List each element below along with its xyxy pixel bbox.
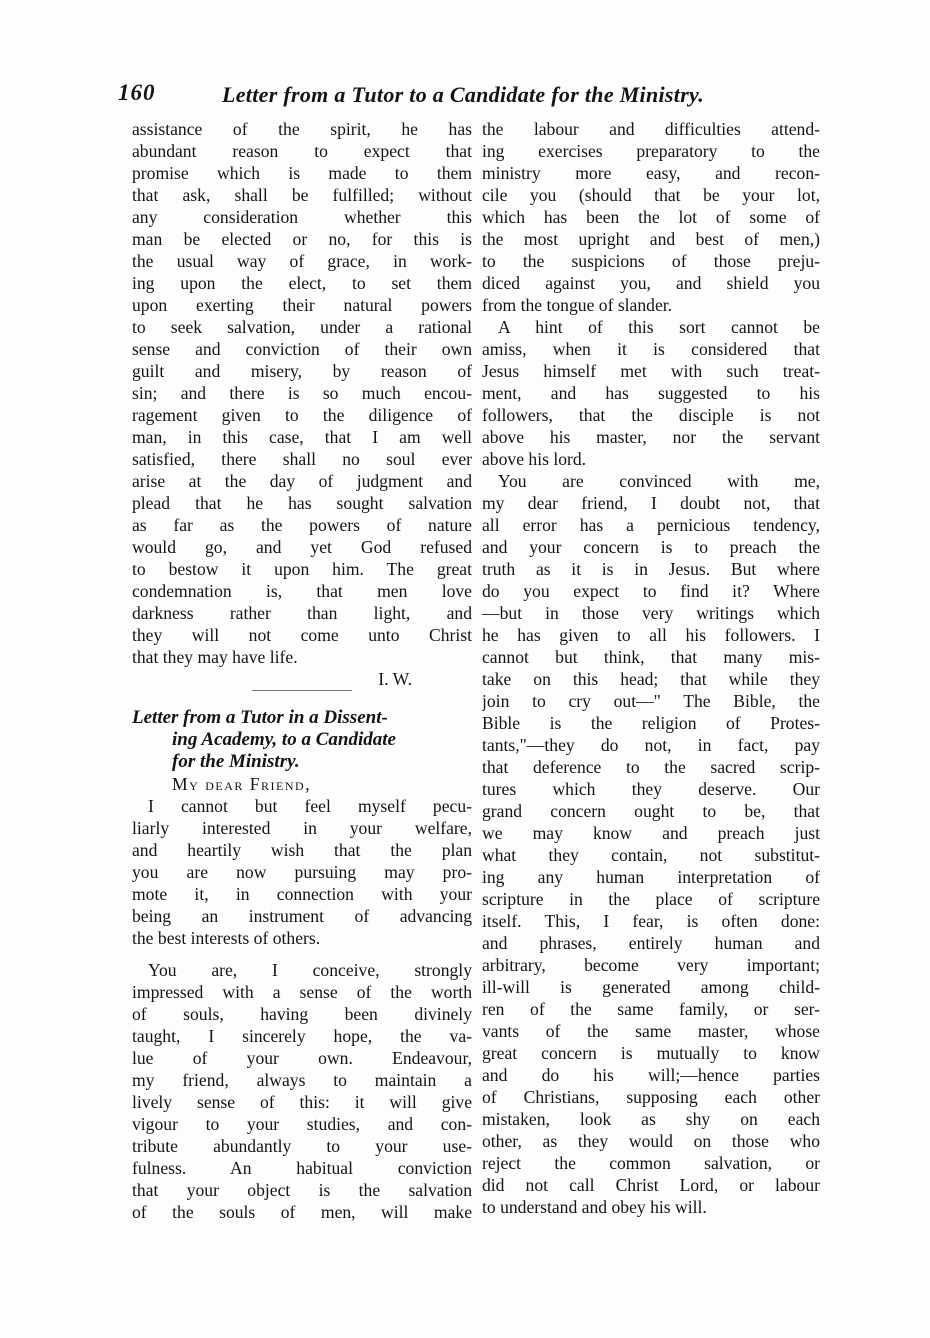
text-line: that ask, shall be fulfilled; without <box>132 185 472 205</box>
paragraph-continued <box>132 118 472 668</box>
text-line: above his lord. <box>482 449 587 469</box>
text-line: darkness rather than light, and <box>132 603 472 623</box>
text-line: satisfied, there shall no soul ever <box>132 449 472 469</box>
text-line: ministry more easy, and recon- <box>482 163 820 183</box>
text-line: You are, I conceive, strongly <box>148 960 472 980</box>
text-line: Bible is the religion of Protes- <box>482 713 820 733</box>
paragraph-continued <box>482 118 820 316</box>
text-line: assistance of the spirit, he has <box>132 119 472 139</box>
text-line: you are now pursuing may pro- <box>132 862 472 882</box>
text-line: condemnation is, that men love <box>132 581 472 601</box>
text-line: ren of the same family, or ser- <box>482 999 820 1019</box>
paragraph <box>482 316 820 470</box>
text-line: of souls, having been divinely <box>132 1004 472 1024</box>
text-line: sin; and there is so much encou- <box>132 383 472 403</box>
page-header <box>118 80 778 112</box>
text-line: upon exerting their natural powers <box>132 295 472 315</box>
text-line: impressed with a sense of the worth <box>132 982 472 1002</box>
text-line: to bestow it upon him. The great <box>132 559 472 579</box>
text-line: followers, that the disciple is not <box>482 405 820 425</box>
text-line: any consideration whether this <box>132 207 472 227</box>
text-line: of the souls of men, will make <box>132 1202 472 1222</box>
text-line: take on this head; that while they <box>482 669 820 689</box>
text-line: my friend, always to maintain a <box>132 1070 472 1090</box>
text-line: mistaken, look as shy on each <box>482 1109 820 1129</box>
salutation: My dear Friend, <box>172 774 312 794</box>
title-line: Letter from a Tutor in a Dissent- <box>132 707 388 728</box>
text-line: ing any human interpretation of <box>482 867 820 887</box>
text-line: grand concern ought to be, that <box>482 801 820 821</box>
text-line: liarly interested in your welfare, <box>132 818 472 838</box>
text-line: truth as it is in Jesus. But where <box>482 559 820 579</box>
text-line: and do his will;—hence parties <box>482 1065 820 1085</box>
text-line: amiss, when it is considered that <box>482 339 820 359</box>
text-line: man be elected or no, for this is <box>132 229 472 249</box>
text-line: tants,"—they do not, in fact, pay <box>482 735 820 755</box>
text-line: we may know and preach just <box>482 823 820 843</box>
text-line: vigour to your studies, and con- <box>132 1114 472 1134</box>
page-number: 160 <box>118 80 156 105</box>
text-line: I cannot but feel myself pecu- <box>148 796 472 816</box>
paragraph <box>482 470 820 1218</box>
text-line: and your concern is to preach the <box>482 537 820 557</box>
text-line: the most upright and best of men,) <box>482 229 820 249</box>
text-line: man, in this case, that I am well <box>132 427 472 447</box>
text-line: A hint of this sort cannot be <box>498 317 820 337</box>
text-line: join to cry out—" The Bible, the <box>482 691 820 711</box>
text-line: vants of the same master, whose <box>482 1021 820 1041</box>
text-line: and heartily wish that the plan <box>132 840 472 860</box>
text-line: taught, I sincerely hope, the va- <box>132 1026 472 1046</box>
text-line: being an instrument of advancing <box>132 906 472 926</box>
text-line: did not call Christ Lord, or labour <box>482 1175 820 1195</box>
text-line: great concern is mutually to know <box>482 1043 820 1063</box>
text-line: other, as they would on those who <box>482 1131 820 1151</box>
text-line: arbitrary, become very important; <box>482 955 820 975</box>
text-line: lively sense of this: it will give <box>132 1092 472 1112</box>
text-line: guilt and misery, by reason of <box>132 361 472 381</box>
text-line: abundant reason to expect that <box>132 141 472 161</box>
text-line: cannot but think, that many mis- <box>482 647 820 667</box>
text-line: the usual way of grace, in work- <box>132 251 472 271</box>
letter-title <box>132 707 472 773</box>
paragraph <box>132 795 472 949</box>
text-line: as far as the powers of nature <box>132 515 472 535</box>
text-line: scripture in the place of scripture <box>482 889 820 909</box>
signature: I. W. <box>378 669 412 689</box>
text-line: that your object is the salvation <box>132 1180 472 1200</box>
text-line: diced against you, and shield you <box>482 273 820 293</box>
text-line: mote it, in connection with your <box>132 884 472 904</box>
title-line: for the Ministry. <box>172 751 300 772</box>
text-line: You are convinced with me, <box>498 471 820 491</box>
paragraph <box>132 959 472 1223</box>
text-line: he has given to all his followers. I <box>482 625 820 645</box>
right-column <box>482 118 820 1218</box>
text-line: would go, and yet God refused <box>132 537 472 557</box>
text-line: to seek salvation, under a rational <box>132 317 472 337</box>
text-line: from the tongue of slander. <box>482 295 673 315</box>
text-line: they will not come unto Christ <box>132 625 472 645</box>
text-line: sense and conviction of their own <box>132 339 472 359</box>
text-line: itself. This, I fear, is often done: <box>482 911 820 931</box>
text-line: ragement given to the diligence of <box>132 405 472 425</box>
text-line: —but in those very writings which <box>482 603 820 623</box>
text-line: ing upon the elect, to set them <box>132 273 472 293</box>
text-line: above his master, nor the servant <box>482 427 820 447</box>
text-line: that deference to the sacred scrip- <box>482 757 820 777</box>
text-line: ment, and has suggested to his <box>482 383 820 403</box>
text-line: tribute abundantly to your use- <box>132 1136 472 1156</box>
text-line: plead that he has sought salvation <box>132 493 472 513</box>
text-line: Jesus himself met with such treat- <box>482 361 820 381</box>
text-line: which has been the lot of some of <box>482 207 820 227</box>
text-line: lue of your own. Endeavour, <box>132 1048 472 1068</box>
text-line: reject the common salvation, or <box>482 1153 820 1173</box>
section-divider <box>252 690 352 703</box>
text-line: and phrases, entirely human and <box>482 933 820 953</box>
text-line: all error has a pernicious tendency, <box>482 515 820 535</box>
text-line: that they may have life. <box>132 647 298 667</box>
left-column <box>132 118 472 1223</box>
text-line: ing exercises preparatory to the <box>482 141 820 161</box>
title-line: ing Academy, to a Candidate <box>172 729 396 750</box>
text-line: promise which is made to them <box>132 163 472 183</box>
text-line: my dear friend, I doubt not, that <box>482 493 820 513</box>
running-title: Letter from a Tutor to a Candidate for the Ministry. <box>222 82 705 107</box>
text-line: of Christians, supposing each other <box>482 1087 820 1107</box>
text-line: tures which they deserve. Our <box>482 779 820 799</box>
text-line: the best interests of others. <box>132 928 321 948</box>
text-line: arise at the day of judgment and <box>132 471 472 491</box>
text-line: what they contain, not substitut- <box>482 845 820 865</box>
text-line: cile you (should that be your lot, <box>482 185 820 205</box>
text-line: to the suspicions of those preju- <box>482 251 820 271</box>
text-line: fulness. An habitual conviction <box>132 1158 472 1178</box>
text-line: do you expect to find it? Where <box>482 581 820 601</box>
text-line: the labour and difficulties attend- <box>482 119 820 139</box>
text-line: to understand and obey his will. <box>482 1197 707 1217</box>
text-line: ill-will is generated among child- <box>482 977 820 997</box>
